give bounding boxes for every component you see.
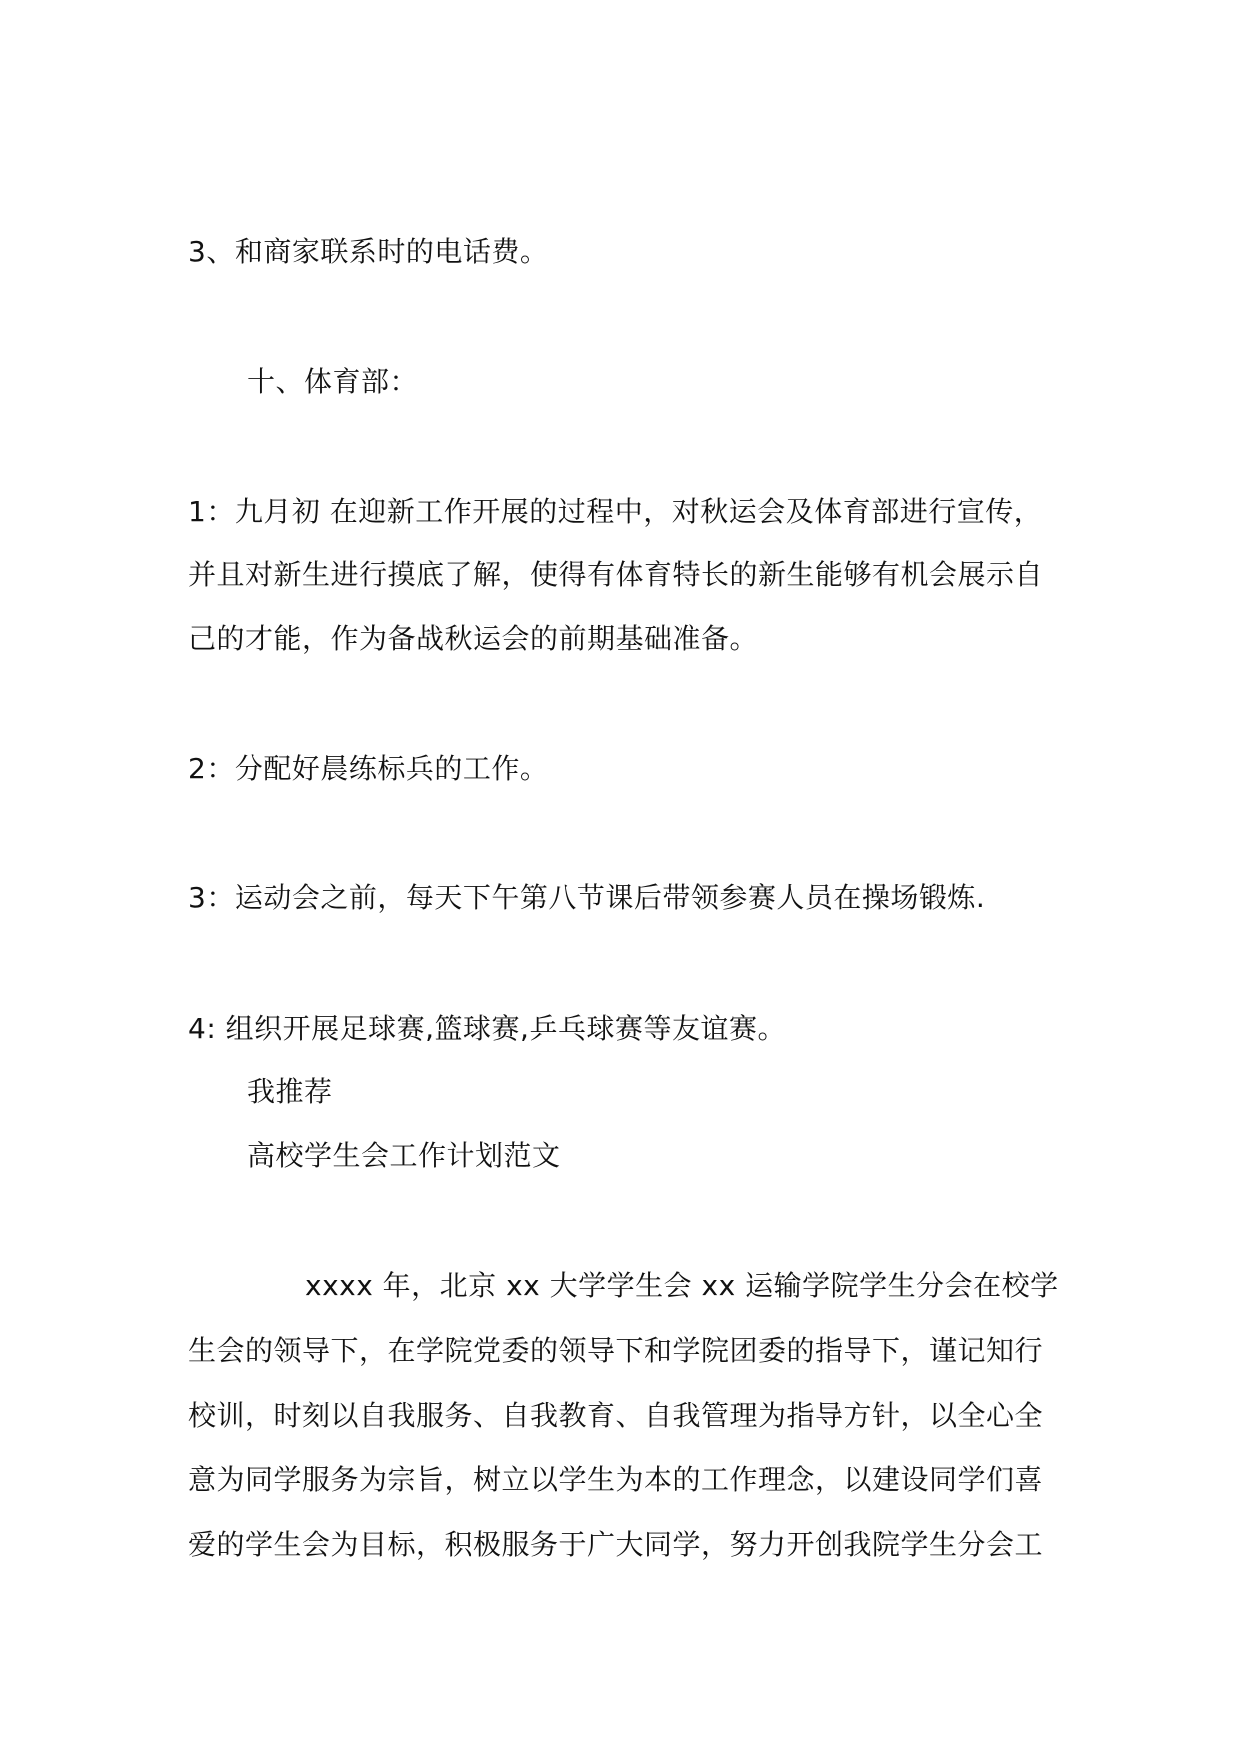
paragraph-line: 并且对新生进行摸底了解，使得有体育特长的新生能够有机会展示自: [188, 558, 1044, 591]
paragraph-line: 己的才能，作为备战秋运会的前期基础准备。: [188, 622, 759, 655]
list-item-phone-fee: 3、和商家联系时的电话费。: [188, 235, 549, 268]
recommend-title: 高校学生会工作计划范文: [247, 1139, 561, 1172]
paragraph-line: 校训，时刻以自我服务、自我教育、自我管理为指导方针，以全心全: [188, 1399, 1044, 1432]
paragraph-line: 意为同学服务为宗旨，树立以学生为本的工作理念，以建设同学们喜: [188, 1463, 1044, 1496]
paragraph-line: 生会的领导下，在学院党委的领导下和学院团委的指导下，谨记知行: [188, 1334, 1044, 1367]
paragraph-line: xxxx 年，北京 xx 大学学生会 xx 运输学院学生分会在校学: [305, 1269, 1059, 1302]
paragraph-line: 爱的学生会为目标，积极服务于广大同学，努力开创我院学生分会工: [188, 1528, 1044, 1561]
recommend-label: 我推荐: [247, 1075, 333, 1108]
section-heading-sports: 十、体育部：: [247, 365, 419, 398]
list-item: 3：运动会之前，每天下午第八节课后带领参赛人员在操场锻炼.: [188, 881, 986, 914]
list-item: 4: 组织开展足球赛,篮球赛,乒乓球赛等友谊赛。: [188, 1012, 786, 1045]
paragraph-line: 1：九月初 在迎新工作开展的过程中，对秋运会及体育部进行宣传，: [188, 495, 1043, 528]
list-item: 2：分配好晨练标兵的工作。: [188, 752, 549, 785]
